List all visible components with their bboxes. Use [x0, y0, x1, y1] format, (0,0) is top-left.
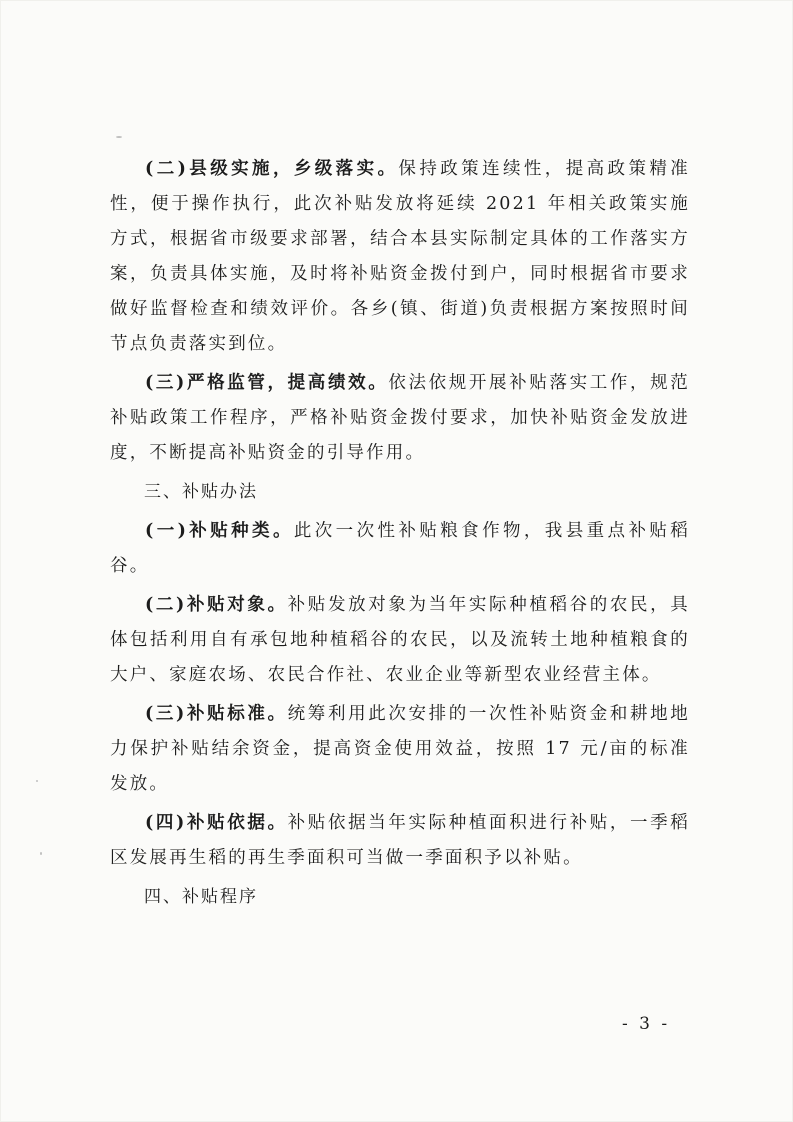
paragraph-text: 依法依规开展补贴落实工作，规范补贴政策工作程序，严格补贴资金拨付要求，加快补贴资金发放进度，不断提高补贴资金的引导作用。 — [110, 373, 690, 463]
paragraph-subsidy-basis — [110, 806, 690, 876]
paragraph-subsidy-recipients — [110, 588, 690, 693]
section-heading-subsidy-methods: 三、补贴办法 — [144, 482, 258, 502]
section-heading-subsidy-procedure: 四、补贴程序 — [144, 887, 258, 907]
paragraph-lead: (一)补贴种类。 — [145, 521, 294, 541]
paragraph-county-implementation — [110, 152, 690, 362]
paragraph-text: 此次一次性补贴粮食作物，我县重点补贴稻谷。 — [110, 521, 690, 576]
scan-speck — [116, 136, 122, 138]
scan-speck — [36, 780, 38, 782]
paragraph-lead: (三)严格监管，提高绩效。 — [145, 373, 389, 393]
paragraph-text: 补贴依据当年实际种植面积进行补贴，一季稻区发展再生稻的再生季面积可当做一季面积予以补贴。 — [110, 813, 690, 868]
paragraph-subsidy-types — [110, 514, 690, 584]
paragraph-strict-supervision — [110, 366, 690, 471]
paragraph-lead: (二)补贴对象。 — [145, 595, 288, 615]
scan-speck — [40, 852, 42, 855]
paragraph-lead: (三)补贴标准。 — [145, 704, 288, 724]
paragraph-lead: (二)县级实施，乡级落实。 — [145, 159, 399, 179]
paragraph-subsidy-standard — [110, 697, 690, 802]
paragraph-text: 统筹利用此次安排的一次性补贴资金和耕地地力保护补贴结余资金，提高资金使用效益，按照 17 元/亩的标准发放。 — [110, 704, 690, 794]
document-body — [110, 152, 690, 915]
paragraph-text: 保持政策连续性，提高政策精准性，便于操作执行，此次补贴发放将延续 2021 年相关政策实施方式，根据省市级要求部署，结合本县实际制定具体的工作落实方案，负责具体实施，及时将补贴资金拨付到户，同时根据省市要求做好监督检查和绩效评价。各乡(镇、街道)负责根据方案按照时间节点负责落实到位。 — [110, 159, 690, 354]
page-number: - 3 - — [622, 1014, 671, 1034]
paragraph-text: 补贴发放对象为当年实际种植稻谷的农民，具体包括利用自有承包地种植稻谷的农民，以及流转土地种植粮食的大户、家庭农场、农民合作社、农业企业等新型农业经营主体。 — [110, 595, 690, 685]
paragraph-lead: (四)补贴依据。 — [145, 813, 288, 833]
